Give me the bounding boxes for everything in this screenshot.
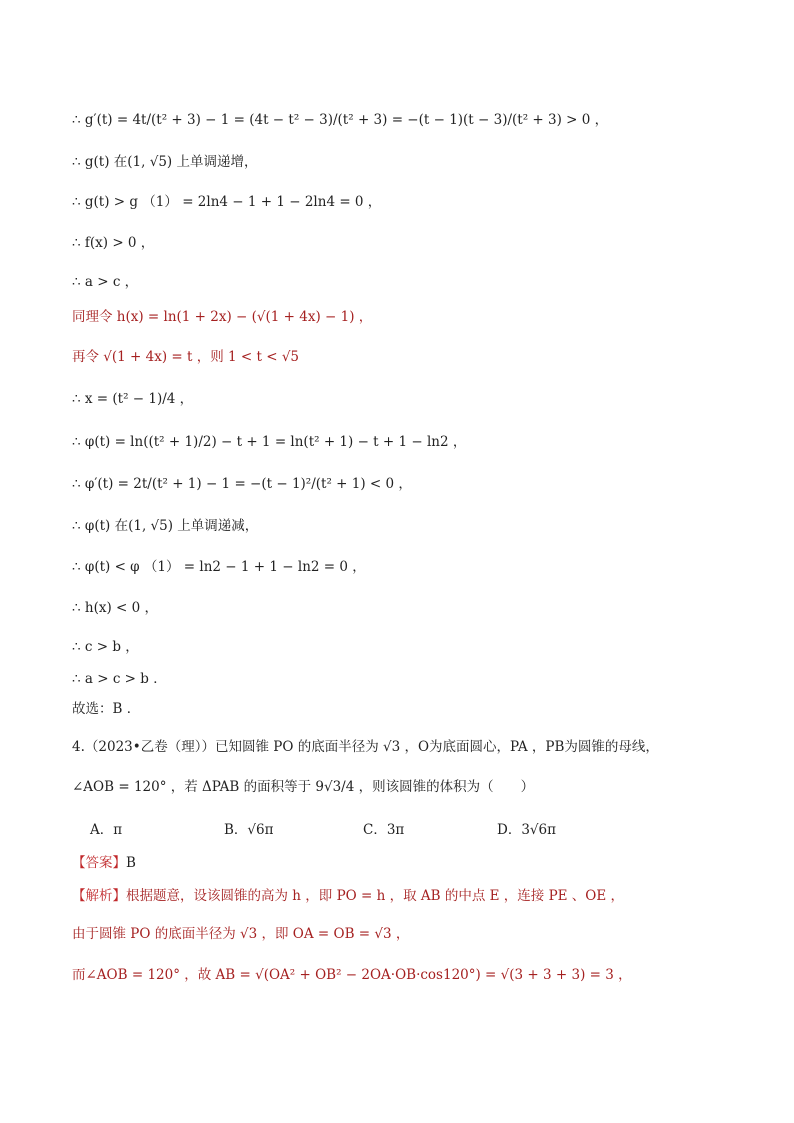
question-text-1: 已知圆锥 PO 的底面半径为 √3 ，O为底面圆心，PA ，PB为圆锥的母线， [214,739,659,755]
solution-line-1: ∴ g′(t) = 4t/(t² + 3) − 1 = (4t − t² − 3)/(t² + 3) = −(t − 1)(t − 3)/(t² + 3) > 0 ， [72,112,609,128]
option-d: D．3√6π [497,822,556,838]
analysis-line-1 [72,884,624,904]
solution-line-12: ∴ φ(t) < φ （1） = ln2 − 1 + 1 − ln2 = 0 ， [72,559,366,575]
solution-line-6: 同理令 h(x) = ln(1 + 2x) − (√(1 + 4x) − 1) ， [72,309,373,325]
solution-line-4: ∴ f(x) > 0 ， [72,235,155,251]
question-source: （2023•乙卷（理）） [84,739,215,755]
option-a: A．π [90,822,123,838]
option-b: B．√6π [224,822,274,838]
solution-line-7: 再令 √(1 + 4x) = t ，则 1 < t < √5 [72,349,300,365]
question-line-1 [72,735,659,755]
solution-line-13: ∴ h(x) < 0 ， [72,600,158,616]
option-c: C．3π [363,822,405,838]
analysis-label: 【解析】 [72,888,126,904]
analysis-line-2: 由于圆锥 PO 的底面半径为 √3 ，即 OA = OB = √3 ， [72,926,410,942]
analysis-line-3: 而∠AOB = 120° ，故 AB = √(OA² + OB² − 2OA·OB·cos120°) = √(3 + 3 + 3) = 3 ， [72,967,632,983]
answer-label: 【答案】 [72,855,126,871]
solution-line-15: ∴ a > c > b ． [72,671,167,687]
question-number: 4. [72,739,85,755]
question-line-2: ∠AOB = 120° ，若 ΔPAB 的面积等于 9√3/4 ，则该圆锥的体积为（ ） [72,779,535,795]
solution-line-9: ∴ φ(t) = ln((t² + 1)/2) − t + 1 = ln(t² + 1) − t + 1 − ln2 ， [72,434,467,450]
answer-line [72,851,136,871]
solution-line-14: ∴ c > b ， [72,639,139,655]
solution-line-8: ∴ x = (t² − 1)/4 ， [72,391,194,407]
solution-line-2: ∴ g(t) 在(1, √5) 上单调递增， [72,154,258,170]
solution-line-16: 故选：B ． [72,701,141,717]
analysis-text-1: 根据题意，设该圆锥的高为 h ，即 PO = h ，取 AB 的中点 E ，连接 PE 、OE ， [126,888,625,904]
solution-line-5: ∴ a > c ， [72,274,139,290]
answer-value: B [126,855,136,871]
solution-line-3: ∴ g(t) > g （1） = 2ln4 − 1 + 1 − 2ln4 = 0 ， [72,194,382,210]
solution-line-11: ∴ φ(t) 在(1, √5) 上单调递减， [72,518,259,534]
solution-line-10: ∴ φ′(t) = 2t/(t² + 1) − 1 = −(t − 1)²/(t² + 1) < 0 ， [72,476,412,492]
